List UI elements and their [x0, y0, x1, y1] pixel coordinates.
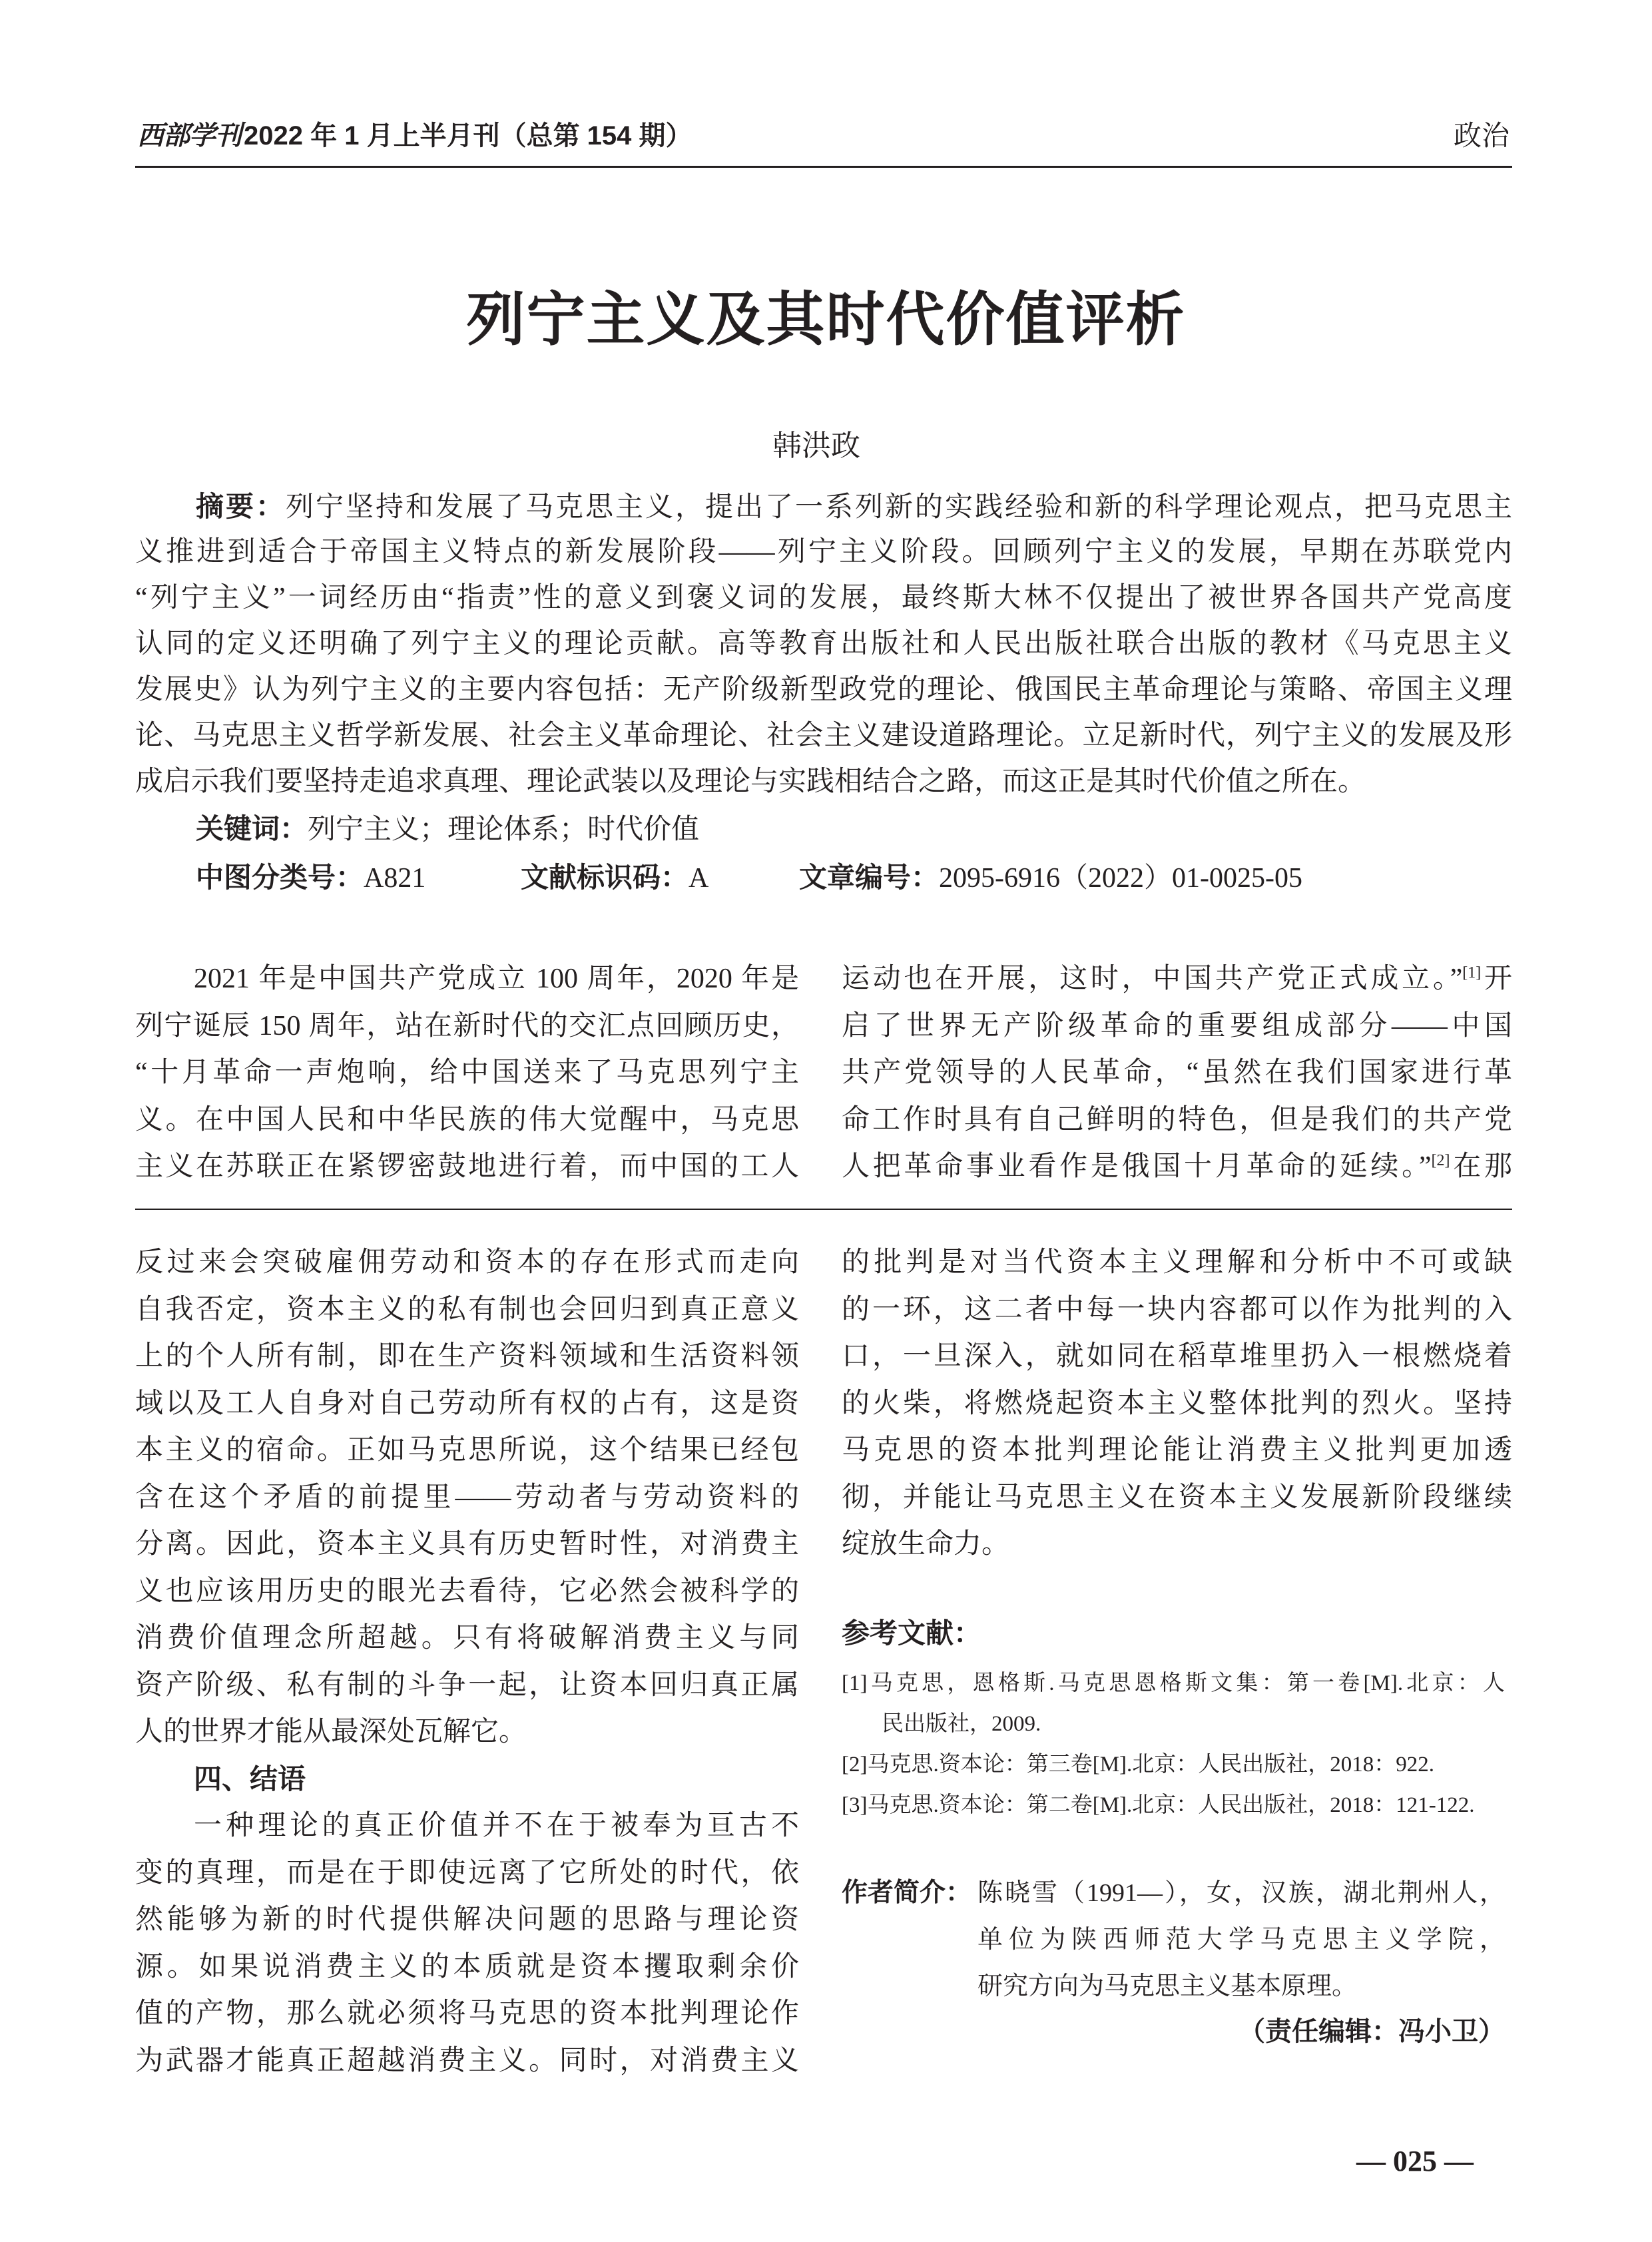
document-code: [521, 854, 708, 902]
abstract-line: 论、马克思主义哲学新发展、社会主义革命理论、社会主义建设道路理论。立足新时代，列宁主义的发展及形: [135, 720, 1512, 751]
reference-item: [1]马克思，恩格斯.马克思恩格斯文集：第一卷[M].北京：人: [842, 1671, 1505, 1695]
body-line: 域以及工人自身对自己劳动所有权的占有，这是资: [135, 1388, 799, 1419]
body-line: 分离。因此，资本主义具有历史暂时性，对消费主: [135, 1529, 799, 1559]
responsible-editor: （责任编辑：冯小卫）: [1239, 2017, 1505, 2046]
article-title: 列宁主义及其时代价值评析: [466, 288, 1186, 353]
author-bio-line: 研究方向为马克思主义基本原理。: [977, 1972, 1358, 2000]
body-line: 的一环，这二者中每一块内容都可以作为批判的入: [842, 1294, 1512, 1325]
section-heading: 四、结语: [194, 1763, 306, 1795]
body-line: 值的产物，那么就必须将马克思的资本批判理论作: [135, 1998, 799, 2029]
body-line: 为武器才能真正超越消费主义。同时，对消费主义: [135, 2045, 799, 2076]
body-line: 含在这个矛盾的前提里——劳动者与劳动资料的: [135, 1482, 799, 1513]
clc-value: A821: [364, 863, 426, 894]
author-bio-label: 作者简介：: [842, 1878, 972, 1907]
body-line: 启了世界无产阶级革命的重要组成部分——中国: [842, 1010, 1512, 1041]
article-body-column-1: [135, 956, 799, 1191]
document-code-value: A: [688, 863, 709, 894]
abstract-text: 列宁坚持和发展了马克思主义，提出了一系列新的实践经验和新的科学理论观点，把马克思主: [286, 492, 1512, 523]
body-text: 人把革命事业看作是俄国十月革命的延续。”: [842, 1151, 1432, 1182]
previous-article-column-1: [135, 1239, 799, 2084]
body-line: [842, 1143, 1512, 1191]
abstract-line: “列宁主义”一词经历由“指责”性的意义到褒义词的发展，最终斯大林不仅提出了被世界各国共产党高度: [135, 583, 1512, 613]
keywords-text: 列宁主义；理论体系；时代价值: [308, 814, 700, 845]
reference-item: [2]马克思.资本论：第三卷[M].北京：人民出版社，2018：922.: [842, 1753, 1435, 1777]
clc-label: 中图分类号：: [196, 862, 364, 893]
citation-mark: [1]: [1462, 964, 1482, 981]
body-line: 消费价值理念所超越。只有将破解消费主义与同: [135, 1623, 799, 1653]
body-line: 共产党领导的人民革命，“虽然在我们国家进行革: [842, 1057, 1512, 1088]
article-number-value: 2095-6916（2022）01-0025-05: [939, 863, 1302, 894]
body-line: 命工作时具有自己鲜明的特色，但是我们的共产党: [842, 1104, 1512, 1135]
author-bio: [977, 1870, 1505, 2010]
references-list: [842, 1663, 1505, 1826]
body-line: 义。在中国人民和中华民族的伟大觉醒中，马克思: [135, 1104, 799, 1135]
abstract: [135, 483, 1512, 805]
body-line: 彻，并能让马克思主义在资本主义发展新阶段继续: [842, 1482, 1512, 1513]
body-line: 源。如果说消费主义的本质就是资本攫取剩余价: [135, 1951, 799, 1982]
body-line: 然能够为新的时代提供解决问题的思路与理论资: [135, 1904, 799, 1935]
header-rule: [135, 166, 1512, 168]
references-heading: 参考文献：: [842, 1617, 982, 1649]
body-line: “十月革命一声炮响，给中国送来了马克思列宁主: [135, 1057, 799, 1088]
citation-mark: [2]: [1431, 1152, 1450, 1169]
abstract-line: 成启示我们要坚持走追求真理、理论武装以及理论与实践相结合之路，而这正是其时代价值之所在。: [135, 766, 1366, 797]
reference-item-continued: 民出版社，2009.: [882, 1712, 1041, 1736]
article-number: [799, 854, 1302, 902]
body-line: 人的世界才能从最深处瓦解它。: [135, 1717, 527, 1747]
abstract-line: 义推进到适合于帝国主义特点的新发展阶段——列宁主义阶段。回顾列宁主义的发展，早期在苏联党内: [135, 537, 1512, 567]
author-bio-line: 陈晓雪（1991—），女，汉族，湖北荆州人，: [977, 1879, 1505, 1907]
body-line: 马克思的资本批判理论能让消费主义批判更加透: [842, 1435, 1512, 1466]
body-line: 的批判是对当代资本主义理解和分析中不可或缺: [842, 1247, 1512, 1278]
body-line: 自我否定，资本主义的私有制也会回归到真正意义: [135, 1294, 799, 1325]
body-text: 开: [1481, 964, 1512, 994]
body-line: 变的真理，而是在于即使远离了它所处的时代，依: [135, 1857, 799, 1888]
body-line: 义也应该用历史的眼光去看待，它必然会被科学的: [135, 1575, 799, 1607]
abstract-line: 认同的定义还明确了列宁主义的理论贡献。高等教育出版社和人民出版社联合出版的教材《马克思主义: [135, 629, 1512, 659]
document-code-label: 文献标识码：: [521, 862, 689, 893]
abstract-label: 摘要：: [196, 491, 286, 522]
journal-logo: 西部学刊: [137, 121, 241, 150]
page-number: — 025 —: [1356, 2145, 1474, 2177]
clc-number: [196, 854, 425, 902]
body-line: 一种理论的真正价值并不在于被奉为亘古不: [194, 1811, 799, 1841]
issue-info: 2022 年 1 月上半月刊（总第 154 期）: [244, 121, 692, 150]
keywords: [196, 806, 699, 853]
previous-article-column-2: [842, 1239, 1512, 1568]
article-separator-rule: [135, 1209, 1512, 1210]
abstract-line: 发展史》认为列宁主义的主要内容包括：无产阶级新型政党的理论、俄国民主革命理论与策略、帝国主义理: [135, 675, 1512, 705]
body-text: 运动也在开展，这时，中国共产党正式成立。”: [842, 964, 1463, 994]
reference-item: [3]马克思.资本论：第二卷[M].北京：人民出版社，2018：121-122.: [842, 1793, 1475, 1817]
body-line: 本主义的宿命。正如马克思所说，这个结果已经包: [135, 1435, 799, 1466]
author-name: 韩洪政: [772, 429, 860, 462]
article-number-label: 文章编号：: [799, 862, 940, 893]
author-bio-line: 单位为陕西师范大学马克思主义学院，: [977, 1926, 1505, 1954]
body-line: 反过来会突破雇佣劳动和资本的存在形式而走向: [135, 1247, 799, 1278]
body-line: 列宁诞辰 150 周年，站在新时代的交汇点回顾历史，: [135, 1010, 799, 1041]
keywords-label: 关键词：: [196, 813, 308, 844]
body-line: 口，一旦深入，就如同在稻草堆里扔入一根燃烧着: [842, 1341, 1512, 1372]
body-line: 主义在苏联正在紧锣密鼓地进行着，而中国的工人: [135, 1151, 799, 1182]
body-line: 2021 年是中国共产党成立 100 周年，2020 年是: [194, 964, 799, 994]
body-line: 资产阶级、私有制的斗争一起，让资本回归真正属: [135, 1669, 799, 1701]
body-line: 绽放生命力。: [842, 1529, 1010, 1559]
body-line: 上的个人所有制，即在生产资料领域和生活资料领: [135, 1341, 799, 1372]
section-label: 政治: [1453, 120, 1510, 151]
body-line: [842, 956, 1512, 1003]
body-line: 的火柴，将燃烧起资本主义整体批判的烈火。坚持: [842, 1388, 1512, 1419]
body-text: 在那: [1450, 1151, 1512, 1182]
abstract-line: [135, 483, 1512, 529]
article-body-column-2: [842, 956, 1512, 1191]
